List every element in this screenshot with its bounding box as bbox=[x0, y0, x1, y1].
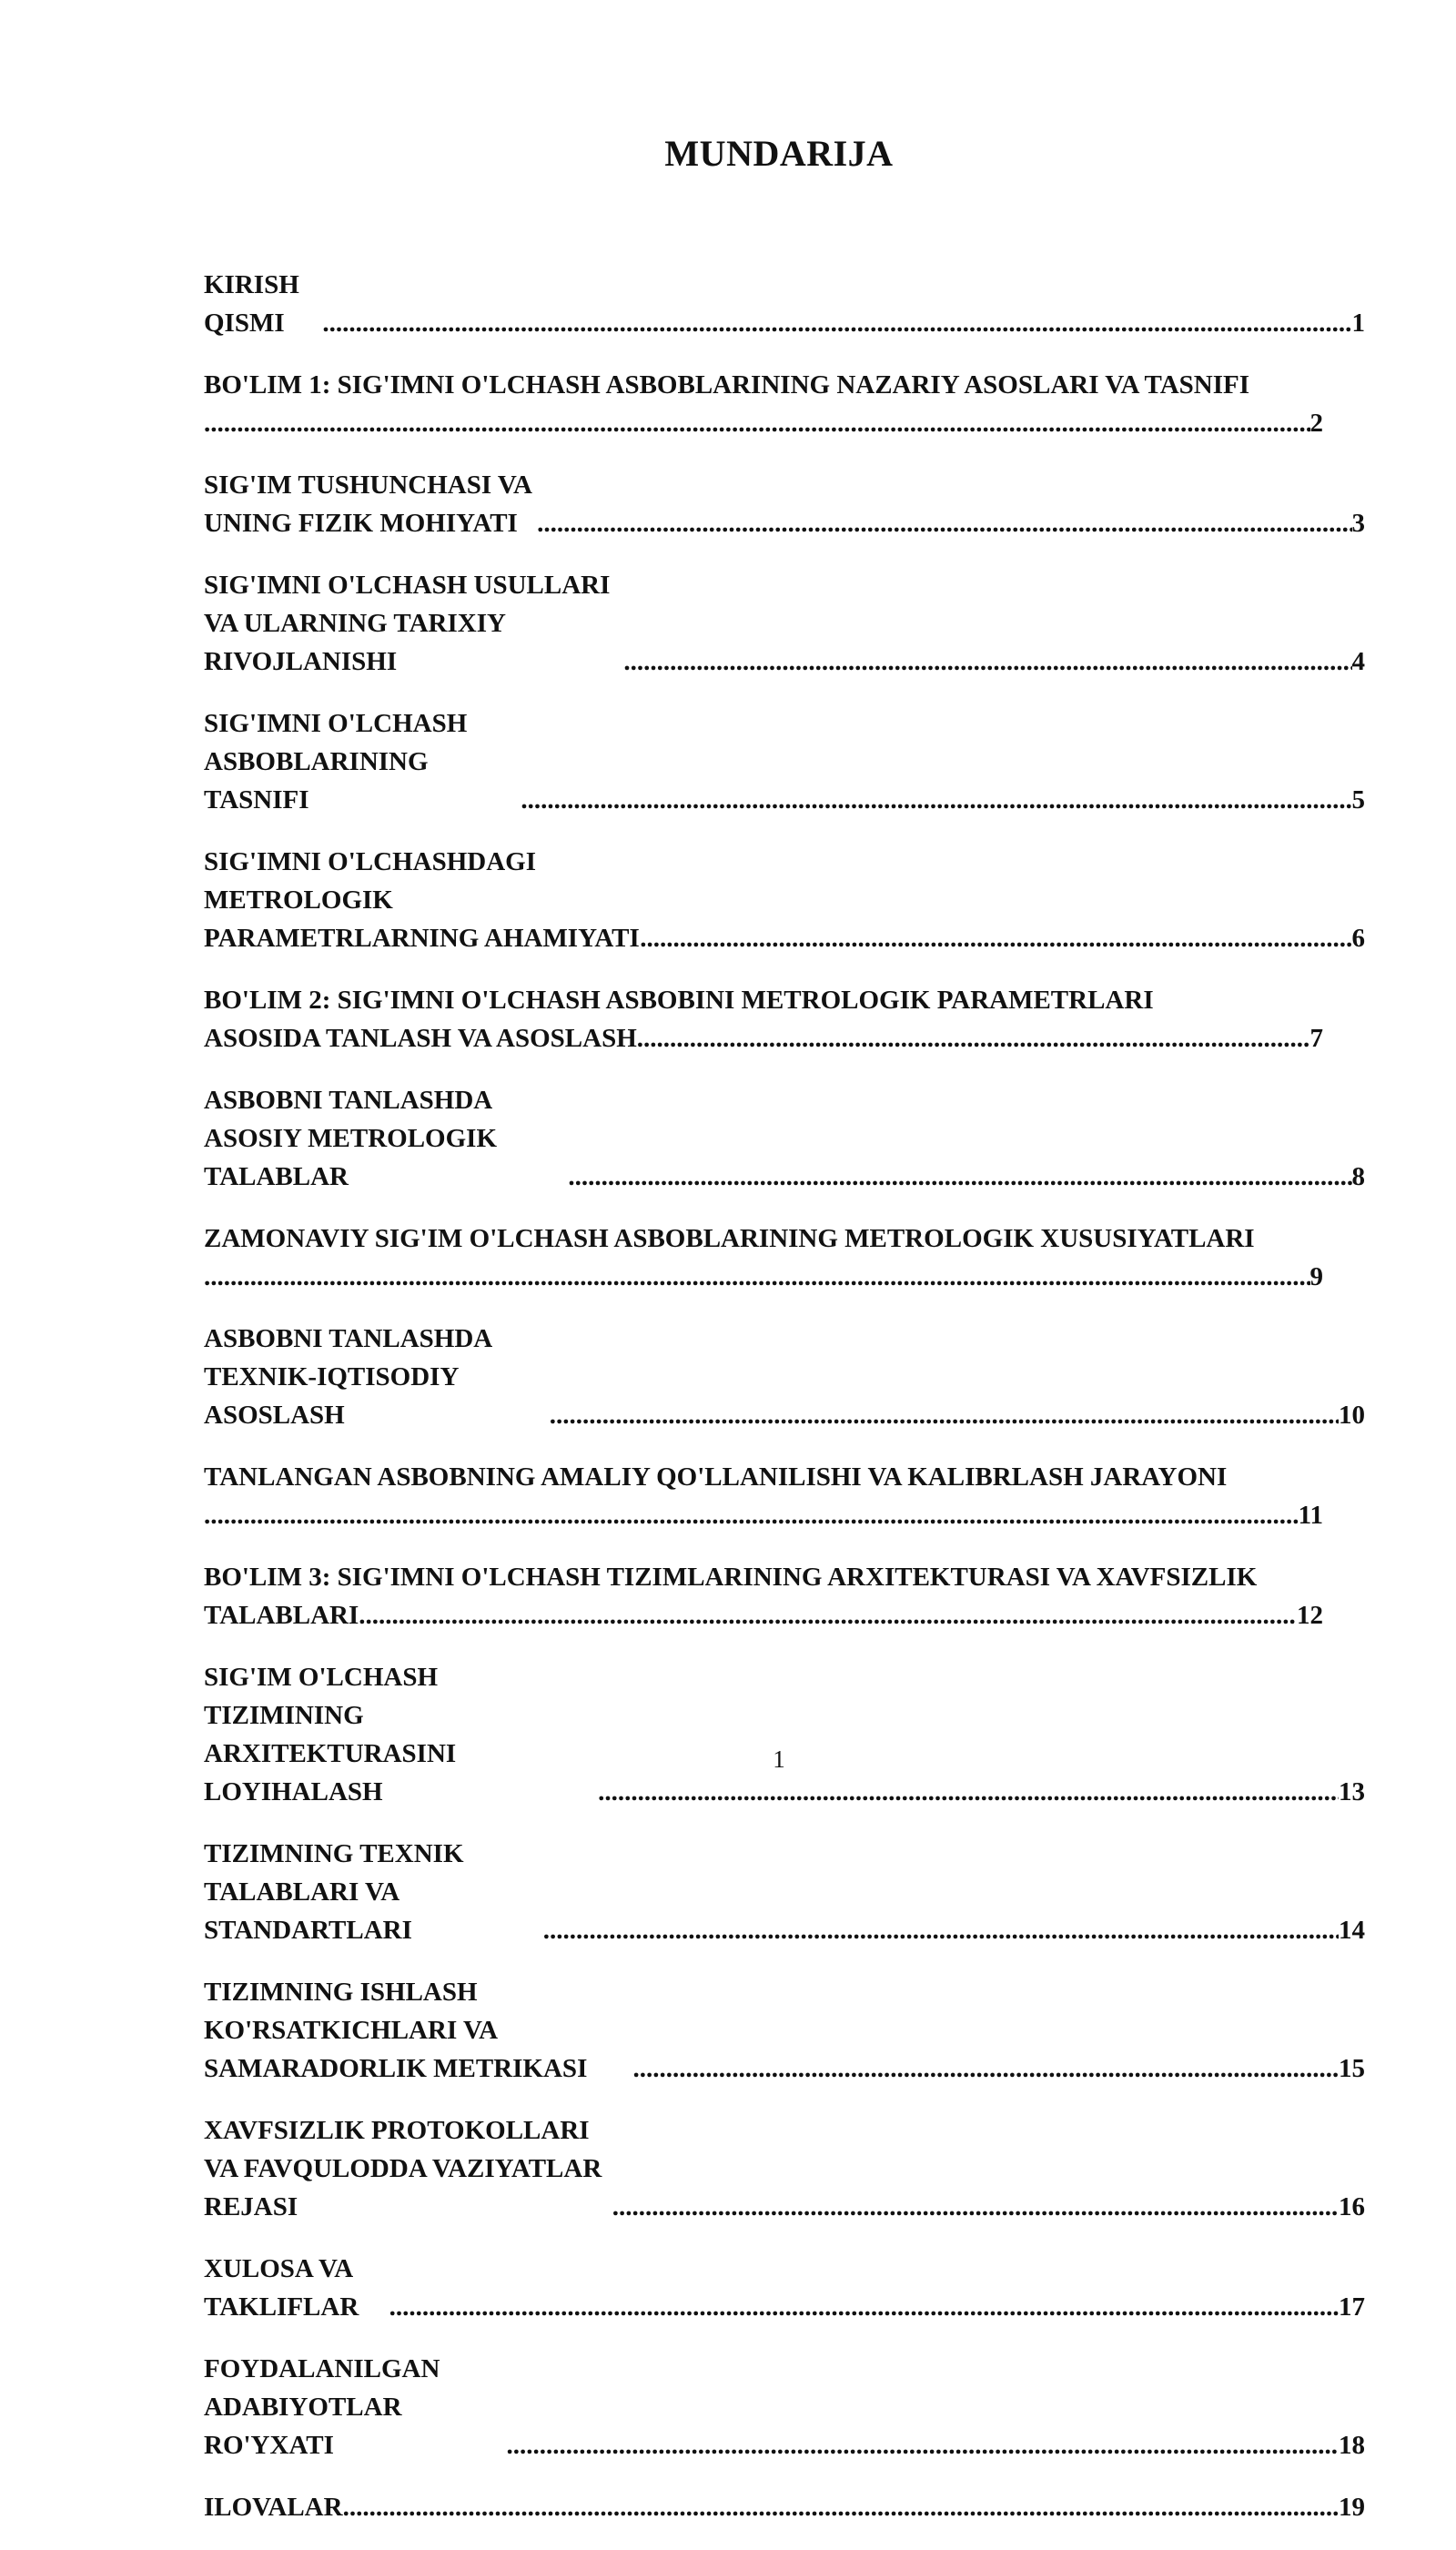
toc-page-number: 13 bbox=[1339, 1777, 1365, 1806]
toc-entry-bolim-1[interactable] bbox=[204, 366, 1365, 442]
toc-leader-dots bbox=[521, 781, 1351, 819]
toc-entry-label: ASBOBNI TANLASHDA ASOSIY METROLOGIK TALABLAR bbox=[204, 1086, 498, 1191]
toc-entry-label-line1: BO'LIM 3: SIG'IMNI O'LCHASH TIZIMLARINING ARXITEKTURASI VA XAVFSIZLIK bbox=[204, 1563, 1258, 1592]
toc-leader-dots bbox=[204, 1258, 1310, 1296]
toc-entry-label: FOYDALANILGAN ADABIYOTLAR RO'YXATI bbox=[204, 2354, 440, 2460]
toc-page-number: 4 bbox=[1351, 647, 1365, 676]
toc-leader-dots bbox=[612, 2188, 1339, 2226]
toc-entry-texnik-iqtisodiy[interactable] bbox=[204, 1320, 1365, 1434]
toc-leader-dots bbox=[204, 404, 1310, 442]
toc-entry-ilovalar[interactable] bbox=[204, 2488, 1365, 2526]
toc-entry-label: SIG'IMNI O'LCHASH USULLARI VA ULARNING TARIXIY RIVOJLANISHI bbox=[204, 571, 611, 676]
toc-leader-dots bbox=[637, 1019, 1310, 1057]
toc-leader-dots bbox=[204, 1496, 1299, 1534]
toc-page-number: 17 bbox=[1339, 2292, 1365, 2322]
toc-entry-label-line2: TALABLARI bbox=[204, 1601, 359, 1630]
toc-entry-label: XAVFSIZLIK PROTOKOLLARI VA FAVQULODDA VAZIYATLAR REJASI bbox=[204, 2116, 602, 2221]
toc-entry-label-line1: BO'LIM 2: SIG'IMNI O'LCHASH ASBOBINI METROLOGIK PARAMETRLARI bbox=[204, 986, 1154, 1015]
toc-leader-dots bbox=[640, 919, 1351, 957]
toc-page-number: 10 bbox=[1339, 1401, 1365, 1430]
toc-entry-xulosa[interactable] bbox=[204, 2250, 1365, 2326]
toc-entry-label: SIG'IM TUSHUNCHASI VA UNING FIZIK MOHIYATI bbox=[204, 471, 531, 538]
toc-entry-samaradorlik[interactable] bbox=[204, 1973, 1365, 2088]
toc-page-number: 6 bbox=[1351, 924, 1365, 953]
toc-entry-label-line2: ASOSIDA TANLASH VA ASOSLASH bbox=[204, 1024, 637, 1053]
toc-leader-dots bbox=[633, 2049, 1340, 2088]
toc-page-number: 8 bbox=[1351, 1162, 1365, 1191]
table-of-contents bbox=[204, 266, 1365, 2550]
toc-page-number: 7 bbox=[1309, 1024, 1323, 1053]
toc-entry-sigim-tushunchasi[interactable] bbox=[204, 466, 1365, 542]
toc-entry-olchash-usullari[interactable] bbox=[204, 566, 1365, 681]
toc-entry-label: ASBOBNI TANLASHDA TEXNIK-IQTISODIY ASOSLASH bbox=[204, 1324, 491, 1430]
toc-entry-label: SIG'IM O'LCHASH TIZIMINING ARXITEKTURASINI LOYIHALASH bbox=[204, 1663, 457, 1806]
page-title: MUNDARIJA bbox=[664, 133, 894, 174]
toc-leader-dots bbox=[537, 504, 1351, 542]
toc-leader-dots bbox=[507, 2426, 1339, 2464]
toc-entry-label: TIZIMNING ISHLASH KO'RSATKICHLARI VA SAMARADORLIK METRIKASI bbox=[204, 1978, 588, 2083]
toc-entry-bolim-3[interactable] bbox=[204, 1558, 1365, 1634]
toc-leader-dots bbox=[322, 304, 1351, 342]
toc-page-number: 11 bbox=[1298, 1501, 1323, 1530]
toc-entry-label: KIRISH QISMI bbox=[204, 270, 299, 338]
toc-entry-asboblar-tasnifi[interactable] bbox=[204, 704, 1365, 819]
toc-entry-bolim-2[interactable] bbox=[204, 981, 1365, 1057]
toc-entry-metrologik-parametrlar[interactable] bbox=[204, 843, 1365, 957]
toc-entry-xavfsizlik[interactable] bbox=[204, 2111, 1365, 2226]
toc-page-number: 12 bbox=[1297, 1601, 1323, 1630]
toc-page-number: 18 bbox=[1339, 2431, 1365, 2460]
toc-entry-kirish[interactable] bbox=[204, 266, 1365, 342]
toc-entry-label: SIG'IMNI O'LCHASHDAGI METROLOGIK PARAMETRLARNING AHAMIYATI bbox=[204, 847, 640, 953]
toc-leader-dots bbox=[543, 1911, 1339, 1949]
toc-page-number: 16 bbox=[1339, 2192, 1365, 2221]
toc-page-number: 15 bbox=[1339, 2054, 1365, 2083]
toc-entry-texnik-talablar[interactable] bbox=[204, 1835, 1365, 1949]
toc-page-number: 1 bbox=[1351, 309, 1365, 338]
toc-leader-dots bbox=[550, 1396, 1339, 1434]
toc-entry-kalibrlash[interactable] bbox=[204, 1458, 1365, 1534]
toc-entry-label: XULOSA VA TAKLIFLAR bbox=[204, 2254, 359, 2322]
toc-entry-label: ILOVALAR bbox=[204, 2493, 343, 2522]
toc-leader-dots bbox=[568, 1158, 1351, 1196]
toc-page-number: 19 bbox=[1339, 2493, 1365, 2522]
page-number: 1 bbox=[773, 1746, 785, 1773]
toc-leader-dots bbox=[623, 643, 1351, 681]
toc-page-number: 5 bbox=[1351, 785, 1365, 815]
toc-leader-dots bbox=[343, 2488, 1339, 2526]
toc-entry-adabiyotlar[interactable] bbox=[204, 2350, 1365, 2464]
toc-entry-arxitektura[interactable] bbox=[204, 1658, 1365, 1811]
toc-entry-asosiy-talablar[interactable] bbox=[204, 1081, 1365, 1196]
toc-entry-label: BO'LIM 1: SIG'IMNI O'LCHASH ASBOBLARINING NAZARIY ASOSLARI VA TASNIFI bbox=[204, 370, 1249, 400]
toc-leader-dots bbox=[389, 2288, 1339, 2326]
toc-entry-label: TIZIMNING TEXNIK TALABLARI VA STANDARTLARI bbox=[204, 1839, 464, 1945]
toc-leader-dots bbox=[598, 1773, 1339, 1811]
toc-entry-zamonaviy-asboblar[interactable] bbox=[204, 1219, 1365, 1296]
toc-page-number: 14 bbox=[1339, 1916, 1365, 1945]
toc-page-number: 9 bbox=[1309, 1262, 1323, 1291]
toc-entry-label: TANLANGAN ASBOBNING AMALIY QO'LLANILISHI VA KALIBRLASH JARAYONI bbox=[204, 1462, 1228, 1492]
toc-entry-label: ZAMONAVIY SIG'IM O'LCHASH ASBOBLARINING METROLOGIK XUSUSIYATLARI bbox=[204, 1224, 1255, 1253]
toc-leader-dots bbox=[359, 1596, 1297, 1634]
toc-page-number: 2 bbox=[1309, 409, 1323, 438]
toc-page-number: 3 bbox=[1351, 509, 1365, 538]
toc-entry-label: SIG'IMNI O'LCHASH ASBOBLARINING TASNIFI bbox=[204, 709, 468, 815]
